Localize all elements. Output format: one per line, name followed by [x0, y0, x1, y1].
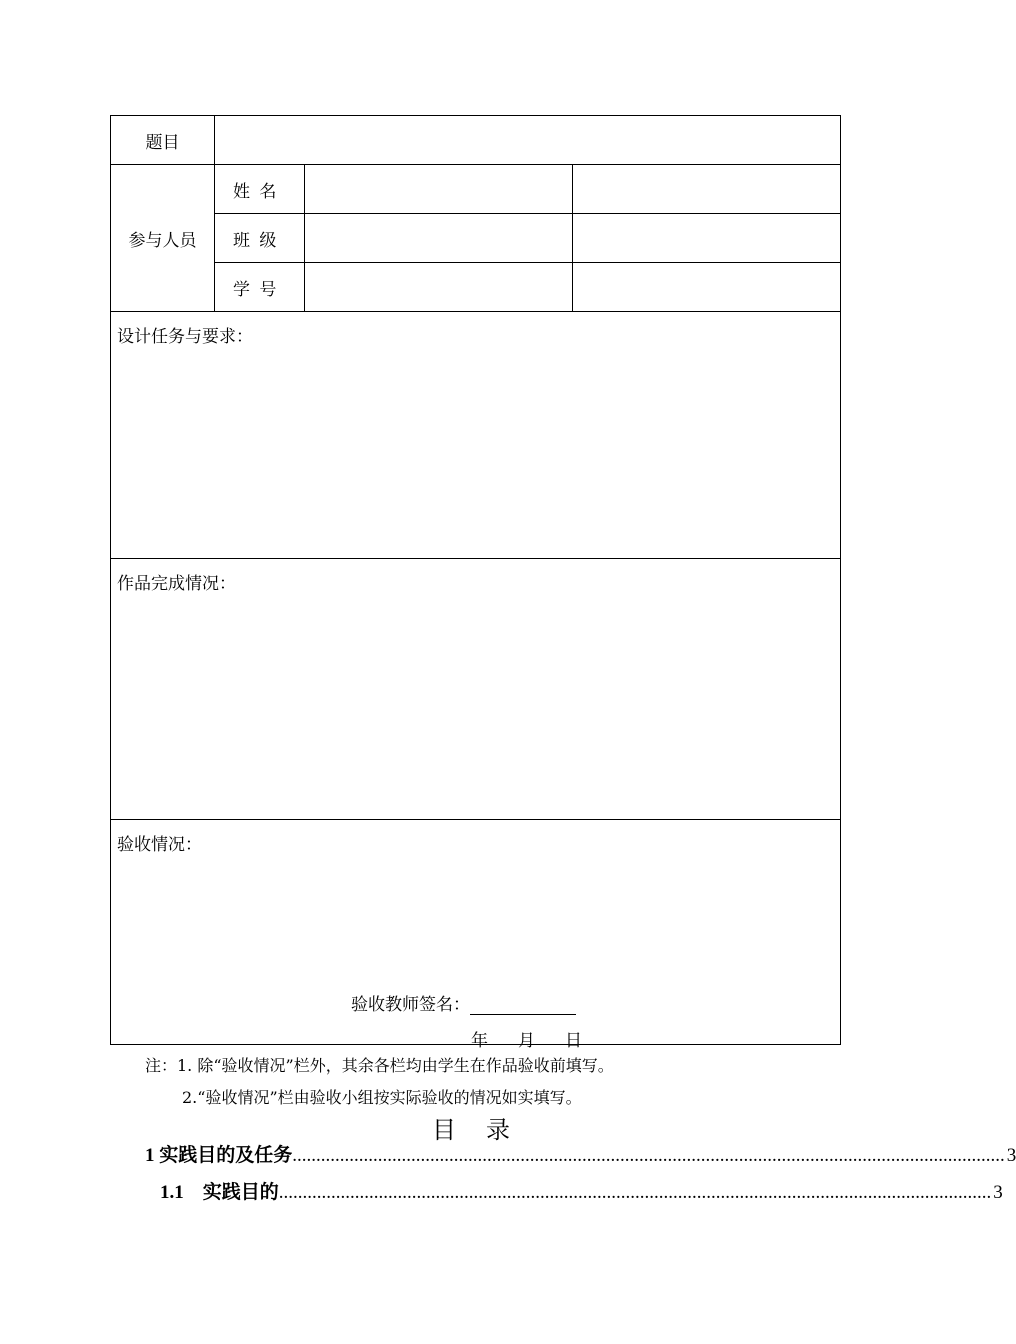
- class-label: 班 级: [233, 230, 279, 251]
- toc-entry-label: 1 实践目的及任务: [145, 1145, 293, 1166]
- topic-label: 题目: [145, 132, 180, 153]
- toc-leader-dots: ......................................................................................................................................................: [292, 1145, 1005, 1166]
- date-day: 日: [565, 1031, 582, 1051]
- name-label: 姓 名: [233, 181, 279, 202]
- date-month: 月: [518, 1031, 535, 1051]
- note-line-2: 2.“验收情况”栏由验收小组按实际验收的情况如实填写。: [182, 1088, 582, 1107]
- toc-entry[interactable]: [145, 1140, 1016, 1167]
- participants-label: 参与人员: [128, 230, 197, 251]
- name-input-cell-1[interactable]: [305, 165, 573, 214]
- acceptance-label: 验收情况：: [117, 835, 202, 855]
- signature-blank[interactable]: [470, 997, 576, 1015]
- student-id-label-cell: [215, 263, 305, 312]
- acceptance-form-table: [110, 115, 841, 1051]
- toc-title: 目录: [432, 1116, 540, 1144]
- student-id-input-cell-2[interactable]: [573, 263, 841, 312]
- note-line-1: 注：1. 除“验收情况”栏外，其余各栏均由学生在作品验收前填写。: [145, 1056, 614, 1075]
- toc-entry[interactable]: [160, 1177, 1003, 1204]
- class-input-cell-1[interactable]: [305, 214, 573, 263]
- name-input-cell-2[interactable]: [573, 165, 841, 214]
- acceptance-section[interactable]: [111, 820, 841, 1051]
- completion-section[interactable]: [111, 559, 841, 820]
- class-input-cell-2[interactable]: [573, 214, 841, 263]
- topic-input-cell[interactable]: [215, 116, 841, 165]
- participants-label-cell: [111, 165, 215, 312]
- topic-label-cell: [111, 116, 215, 165]
- task-label: 设计任务与要求：: [117, 327, 253, 347]
- toc-entry-page: 3: [993, 1182, 1003, 1203]
- date-year: 年: [471, 1031, 488, 1051]
- date-line: [471, 1026, 612, 1051]
- toc-entry-page: 3: [1006, 1145, 1016, 1166]
- teacher-sign-label: 验收教师签名：: [351, 995, 470, 1015]
- task-section[interactable]: [111, 312, 841, 559]
- class-label-cell: [215, 214, 305, 263]
- toc-leader-dots: ......................................................................................................................................................: [278, 1182, 992, 1203]
- completion-label: 作品完成情况：: [117, 574, 236, 594]
- student-id-input-cell-1[interactable]: [305, 263, 573, 312]
- teacher-signature-line: [351, 990, 576, 1015]
- student-id-label: 学 号: [233, 279, 279, 300]
- name-label-cell: [215, 165, 305, 214]
- toc-entry-label: 1.1 实践目的: [160, 1182, 279, 1203]
